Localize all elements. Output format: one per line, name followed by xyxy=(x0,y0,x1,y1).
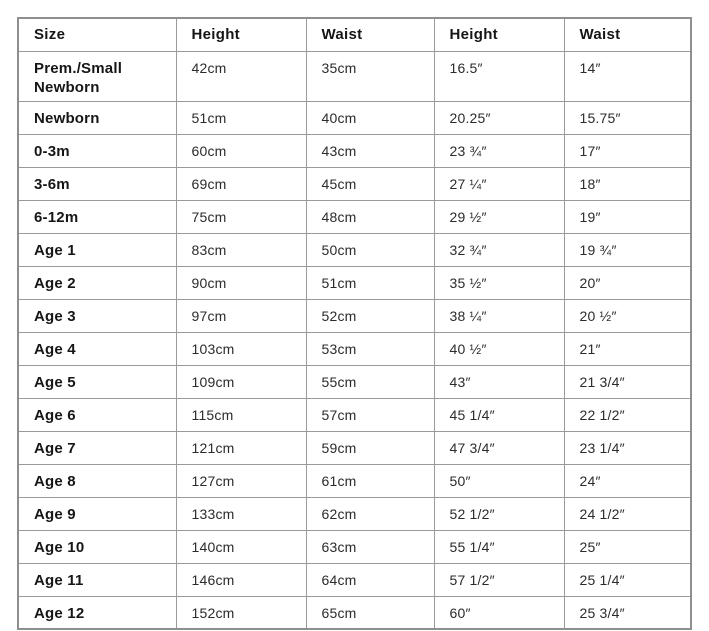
waist-in-cell: 21 3/4″ xyxy=(564,365,691,398)
waist-cm-cell: 64cm xyxy=(306,563,434,596)
table-row xyxy=(18,233,691,266)
size-table-body xyxy=(18,51,691,629)
table-row xyxy=(18,497,691,530)
table-row xyxy=(18,101,691,134)
waist-cm-cell: 50cm xyxy=(306,233,434,266)
height-in-cell: 16.5″ xyxy=(434,51,564,101)
waist-cm-cell: 43cm xyxy=(306,134,434,167)
waist-in-cell: 23 1/4″ xyxy=(564,431,691,464)
waist-cm-cell: 61cm xyxy=(306,464,434,497)
waist-in-cell: 22 1/2″ xyxy=(564,398,691,431)
height-cm-cell: 51cm xyxy=(176,101,306,134)
table-row xyxy=(18,365,691,398)
waist-cm-cell: 55cm xyxy=(306,365,434,398)
height-in-cell: 47 3/4″ xyxy=(434,431,564,464)
waist-in-cell: 25 3/4″ xyxy=(564,596,691,629)
size-cell: Age 8 xyxy=(18,464,176,497)
height-in-cell: 50″ xyxy=(434,464,564,497)
height-cm-cell: 90cm xyxy=(176,266,306,299)
waist-cm-cell: 65cm xyxy=(306,596,434,629)
height-cm-cell: 133cm xyxy=(176,497,306,530)
height-in-cell: 32 ¾″ xyxy=(434,233,564,266)
waist-in-cell: 19″ xyxy=(564,200,691,233)
height-cm-cell: 109cm xyxy=(176,365,306,398)
table-row xyxy=(18,563,691,596)
waist-cm-cell: 59cm xyxy=(306,431,434,464)
size-cell: Age 3 xyxy=(18,299,176,332)
height-cm-cell: 127cm xyxy=(176,464,306,497)
size-cell: Age 4 xyxy=(18,332,176,365)
height-in-cell: 38 ¼″ xyxy=(434,299,564,332)
height-cm-cell: 42cm xyxy=(176,51,306,101)
table-row xyxy=(18,167,691,200)
waist-cm-cell: 48cm xyxy=(306,200,434,233)
size-cell: 0-3m xyxy=(18,134,176,167)
height-cm-cell: 115cm xyxy=(176,398,306,431)
size-cell: Prem./Small Newborn xyxy=(18,51,176,101)
waist-in-cell: 24″ xyxy=(564,464,691,497)
height-in-cell: 45 1/4″ xyxy=(434,398,564,431)
table-row xyxy=(18,464,691,497)
waist-in-cell: 25 1/4″ xyxy=(564,563,691,596)
waist-in-cell: 21″ xyxy=(564,332,691,365)
waist-cm-cell: 52cm xyxy=(306,299,434,332)
column-header-height-cm: Height xyxy=(176,18,306,51)
height-in-cell: 35 ½″ xyxy=(434,266,564,299)
height-in-cell: 23 ¾″ xyxy=(434,134,564,167)
size-cell: 6-12m xyxy=(18,200,176,233)
table-row xyxy=(18,431,691,464)
size-cell: Age 11 xyxy=(18,563,176,596)
waist-in-cell: 25″ xyxy=(564,530,691,563)
size-cell: Age 5 xyxy=(18,365,176,398)
size-cell: Age 9 xyxy=(18,497,176,530)
size-chart-table xyxy=(17,17,692,630)
table-header xyxy=(18,18,691,51)
table-row xyxy=(18,596,691,629)
waist-cm-cell: 53cm xyxy=(306,332,434,365)
height-in-cell: 40 ½″ xyxy=(434,332,564,365)
size-cell: 3-6m xyxy=(18,167,176,200)
waist-in-cell: 18″ xyxy=(564,167,691,200)
waist-in-cell: 17″ xyxy=(564,134,691,167)
waist-in-cell: 14″ xyxy=(564,51,691,101)
height-in-cell: 60″ xyxy=(434,596,564,629)
height-in-cell: 29 ½″ xyxy=(434,200,564,233)
table-row xyxy=(18,134,691,167)
size-cell: Age 2 xyxy=(18,266,176,299)
waist-in-cell: 15.75″ xyxy=(564,101,691,134)
waist-cm-cell: 57cm xyxy=(306,398,434,431)
height-cm-cell: 121cm xyxy=(176,431,306,464)
table-row xyxy=(18,266,691,299)
waist-in-cell: 20″ xyxy=(564,266,691,299)
size-cell: Newborn xyxy=(18,101,176,134)
size-cell: Age 7 xyxy=(18,431,176,464)
waist-cm-cell: 45cm xyxy=(306,167,434,200)
column-header-waist-cm: Waist xyxy=(306,18,434,51)
table-row xyxy=(18,530,691,563)
height-cm-cell: 140cm xyxy=(176,530,306,563)
table-row xyxy=(18,299,691,332)
table-row xyxy=(18,51,691,101)
waist-cm-cell: 63cm xyxy=(306,530,434,563)
waist-cm-cell: 35cm xyxy=(306,51,434,101)
height-in-cell: 52 1/2″ xyxy=(434,497,564,530)
table-row xyxy=(18,200,691,233)
waist-cm-cell: 62cm xyxy=(306,497,434,530)
waist-in-cell: 20 ½″ xyxy=(564,299,691,332)
table-row xyxy=(18,398,691,431)
size-cell: Age 10 xyxy=(18,530,176,563)
header-row xyxy=(18,18,691,51)
height-cm-cell: 146cm xyxy=(176,563,306,596)
height-cm-cell: 60cm xyxy=(176,134,306,167)
column-header-waist-in: Waist xyxy=(564,18,691,51)
table-row xyxy=(18,332,691,365)
height-cm-cell: 69cm xyxy=(176,167,306,200)
height-cm-cell: 103cm xyxy=(176,332,306,365)
waist-in-cell: 24 1/2″ xyxy=(564,497,691,530)
size-cell: Age 6 xyxy=(18,398,176,431)
size-cell: Age 1 xyxy=(18,233,176,266)
waist-cm-cell: 40cm xyxy=(306,101,434,134)
height-in-cell: 43″ xyxy=(434,365,564,398)
height-in-cell: 55 1/4″ xyxy=(434,530,564,563)
height-in-cell: 57 1/2″ xyxy=(434,563,564,596)
height-cm-cell: 97cm xyxy=(176,299,306,332)
height-cm-cell: 152cm xyxy=(176,596,306,629)
height-cm-cell: 75cm xyxy=(176,200,306,233)
height-cm-cell: 83cm xyxy=(176,233,306,266)
height-in-cell: 27 ¼″ xyxy=(434,167,564,200)
column-header-size: Size xyxy=(18,18,176,51)
waist-in-cell: 19 ¾″ xyxy=(564,233,691,266)
height-in-cell: 20.25″ xyxy=(434,101,564,134)
size-cell: Age 12 xyxy=(18,596,176,629)
waist-cm-cell: 51cm xyxy=(306,266,434,299)
column-header-height-in: Height xyxy=(434,18,564,51)
